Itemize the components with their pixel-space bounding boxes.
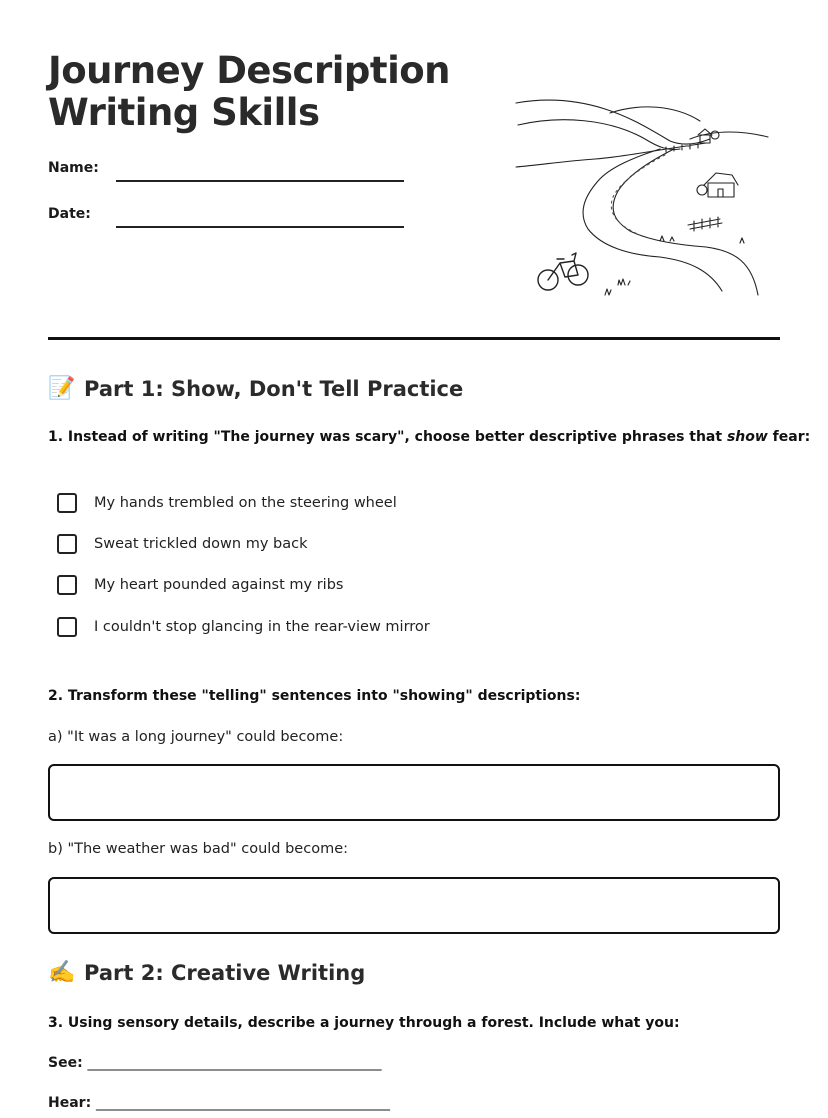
option-1-checkbox[interactable] [57, 493, 77, 513]
name-label: Name: [48, 160, 99, 176]
question-1 [48, 429, 810, 445]
see-blank[interactable]: __________________________________________ [87, 1055, 382, 1071]
house-body [708, 183, 734, 197]
header-divider [48, 337, 780, 340]
house-door [718, 189, 723, 197]
question-2b-answer-box[interactable] [48, 877, 780, 934]
title-line-2: Writing Skills [48, 91, 320, 134]
road-center [611, 155, 665, 235]
date-line[interactable] [116, 226, 404, 228]
see-label: See: [48, 1055, 83, 1071]
question-1-prefix: 1. Instead of writing "The journey was scary", choose better descriptive phrases that [48, 429, 727, 445]
grass-tufts [605, 236, 744, 295]
option-3-label: My heart pounded against my ribs [94, 577, 344, 593]
question-2a-prompt: a) "It was a long journey" could become: [48, 729, 344, 745]
house-tree [697, 185, 707, 195]
bicycle-icon [538, 253, 588, 290]
worksheet-title [48, 50, 450, 134]
question-1-suffix: fear: [767, 429, 811, 445]
title-line-1: Journey Description [48, 49, 451, 92]
part2-title: Part 2: Creative Writing [84, 960, 366, 985]
question-1-emphasis: show [726, 429, 768, 445]
see-row [48, 1055, 382, 1071]
option-4-label: I couldn't stop glancing in the rear-view mirror [94, 619, 430, 635]
date-label: Date: [48, 206, 91, 222]
left-slope [516, 150, 660, 167]
option-2 [57, 532, 307, 556]
name-field-row [48, 160, 408, 190]
part2-heading [48, 960, 365, 985]
option-1-label: My hands trembled on the steering wheel [94, 495, 397, 511]
hear-row [48, 1095, 390, 1111]
name-line[interactable] [116, 180, 404, 182]
option-4-checkbox[interactable] [57, 617, 77, 637]
date-field-row [48, 206, 408, 236]
road-left-edge [583, 149, 722, 291]
road-right-edge [613, 149, 758, 295]
option-3 [57, 573, 343, 597]
question-2a-answer-box[interactable] [48, 764, 780, 821]
bridge [688, 217, 722, 231]
option-3-checkbox[interactable] [57, 575, 77, 595]
writing-hand-icon: ✍️ [48, 960, 76, 985]
question-2: 2. Transform these "telling" sentences into "showing" descriptions: [48, 688, 581, 704]
back-hill [516, 100, 710, 144]
option-4 [57, 615, 430, 639]
hear-label: Hear: [48, 1095, 92, 1111]
option-2-label: Sweat trickled down my back [94, 536, 308, 552]
option-2-checkbox[interactable] [57, 534, 77, 554]
hear-blank[interactable]: __________________________________________ [96, 1095, 391, 1111]
part1-title: Part 1: Show, Don't Tell Practice [84, 376, 464, 401]
countryside-road-illustration [510, 95, 772, 305]
middle-hill [518, 120, 680, 150]
memo-icon: 📝 [48, 376, 76, 401]
option-1 [57, 491, 397, 515]
question-2b-prompt: b) "The weather was bad" could become: [48, 841, 349, 857]
question-3: 3. Using sensory details, describe a journey through a forest. Include what you: [48, 1015, 680, 1031]
part1-heading [48, 376, 463, 401]
far-hill [610, 107, 700, 121]
